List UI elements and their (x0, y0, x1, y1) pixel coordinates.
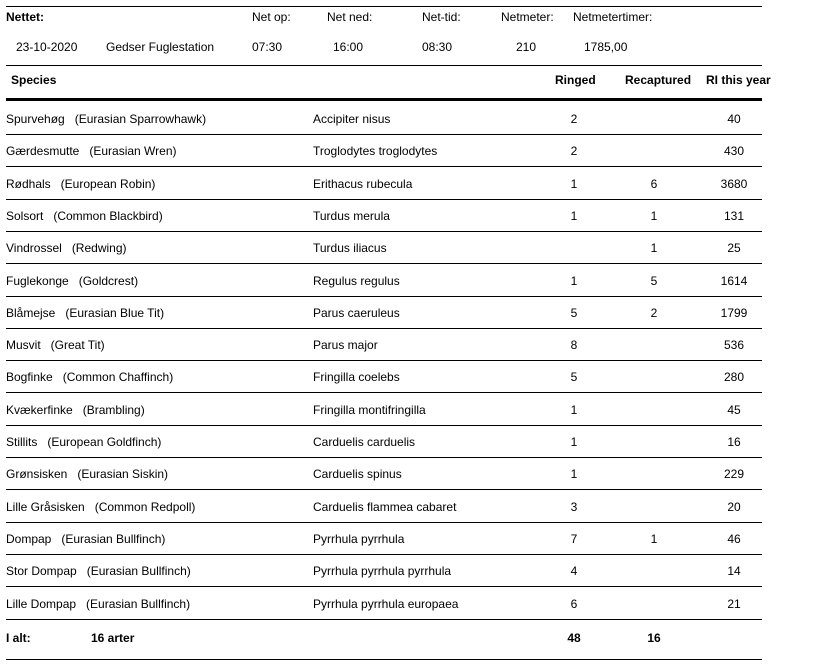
species-name: Musvit (Great Tit) (6, 338, 105, 353)
species-name: Gærdesmutte (Eurasian Wren) (6, 144, 177, 159)
col-header-recaptured: Recaptured (625, 73, 692, 87)
net-tid-value: 08:30 (422, 40, 453, 54)
recaptured-count: 5 (650, 273, 658, 288)
ringed-count: 5 (570, 370, 578, 385)
ri-this-year-count: 21 (727, 596, 741, 611)
bottom-rule (6, 659, 762, 660)
netmeter-label: Netmeter: (501, 10, 554, 24)
column-header-rule (6, 98, 762, 101)
ri-this-year-count: 3680 (720, 176, 748, 191)
table-row (0, 264, 823, 297)
latin-name: Parus caeruleus (313, 305, 400, 320)
header-divider (6, 65, 762, 66)
latin-name: Turdus iliacus (313, 241, 387, 256)
ri-this-year-count: 1799 (720, 305, 748, 320)
table-row (0, 425, 823, 458)
netmetertimer-label: Netmetertimer: (573, 10, 653, 24)
table-row (0, 199, 823, 232)
ri-this-year-count: 229 (723, 467, 745, 482)
ringed-count: 4 (570, 564, 578, 579)
recaptured-count: 1 (650, 531, 658, 546)
ringed-count: 1 (570, 435, 578, 449)
latin-name: Accipiter nisus (313, 112, 391, 126)
table-row (0, 102, 823, 135)
ringed-count: 1 (570, 273, 578, 288)
ri-this-year-count: 40 (727, 112, 741, 126)
table-row (0, 296, 823, 329)
table-row (0, 328, 823, 361)
ri-this-year-count: 20 (727, 499, 741, 514)
totals-label: I alt: (6, 631, 31, 645)
ringed-count: 1 (570, 208, 578, 223)
ri-this-year-count: 280 (723, 370, 745, 385)
table-row (0, 360, 823, 393)
net-ned-label: Net ned: (327, 10, 373, 24)
netmeter-value: 210 (516, 40, 537, 54)
latin-name: Turdus merula (313, 208, 390, 223)
ri-this-year-count: 1614 (720, 273, 748, 288)
species-name: Lille Gråsisken (Common Redpoll) (6, 499, 196, 514)
table-row (0, 554, 823, 587)
station-value: Gedser Fuglestation (106, 40, 215, 54)
row-divider (6, 619, 762, 620)
ri-this-year-count: 46 (727, 531, 741, 546)
ringed-count: 6 (570, 596, 578, 611)
recaptured-count: 1 (650, 241, 658, 256)
ringed-count: 1 (570, 402, 578, 417)
ri-this-year-count: 430 (723, 144, 745, 159)
col-header-ringed: Ringed (555, 73, 596, 87)
net-ned-value: 16:00 (333, 40, 364, 54)
latin-name: Pyrrhula pyrrhula europaea (313, 596, 459, 611)
species-name: Kvækerfinke (Brambling) (6, 402, 145, 417)
latin-name: Fringilla coelebs (313, 370, 400, 385)
latin-name: Parus major (313, 338, 378, 353)
latin-name: Carduelis carduelis (313, 435, 416, 449)
recaptured-count: 6 (650, 176, 658, 191)
species-name: Lille Dompap (Eurasian Bullfinch) (6, 596, 191, 611)
species-name: Rødhals (European Robin) (6, 176, 156, 191)
netmetertimer-value: 1785,00 (584, 40, 628, 54)
latin-name: Troglodytes troglodytes (313, 144, 438, 159)
table-row (0, 231, 823, 264)
ringed-count: 5 (570, 305, 578, 320)
latin-name: Regulus regulus (313, 273, 400, 288)
ringed-count: 2 (570, 112, 578, 126)
table-row (0, 522, 823, 555)
ri-this-year-count: 14 (727, 564, 741, 579)
species-name: Dompap (Eurasian Bullfinch) (6, 531, 166, 546)
ringed-count: 2 (570, 144, 578, 159)
table-row (0, 587, 823, 620)
ringed-count: 3 (570, 499, 578, 514)
col-header-ri-this-year: RI this year (706, 73, 771, 87)
table-row (0, 167, 823, 200)
ri-this-year-count: 16 (727, 435, 741, 449)
latin-name: Pyrrhula pyrrhula (313, 531, 405, 546)
latin-name: Fringilla montifringilla (313, 402, 426, 417)
ringed-count: 1 (570, 467, 578, 482)
ri-this-year-count: 45 (727, 402, 741, 417)
species-name: Vindrossel (Redwing) (6, 241, 127, 256)
table-row (0, 393, 823, 426)
species-name: Spurvehøg (Eurasian Sparrowhawk) (6, 112, 207, 126)
latin-name: Erithacus rubecula (313, 176, 413, 191)
nettet-label: Nettet: (6, 10, 44, 24)
date-value: 23-10-2020 (16, 40, 78, 54)
species-name: Solsort (Common Blackbird) (6, 208, 163, 223)
table-row (0, 134, 823, 167)
species-name: Blåmejse (Eurasian Blue Tit) (6, 305, 165, 320)
recaptured-count: 1 (650, 208, 658, 223)
species-name: Stillits (European Goldfinch) (6, 435, 162, 449)
totals-species-count: 16 arter (91, 631, 135, 645)
net-op-label: Net op: (252, 10, 291, 24)
species-name: Stor Dompap (Eurasian Bullfinch) (6, 564, 191, 579)
ringed-count: 8 (570, 338, 578, 353)
species-name: Bogfinke (Common Chaffinch) (6, 370, 174, 385)
top-rule (6, 6, 762, 7)
totals-ringed: 48 (567, 631, 581, 645)
species-name: Grønsisken (Eurasian Siskin) (6, 467, 169, 482)
ri-this-year-count: 131 (723, 208, 745, 223)
latin-name: Carduelis spinus (313, 467, 402, 482)
net-op-value: 07:30 (252, 40, 283, 54)
col-header-species: Species (11, 73, 57, 87)
ringed-count: 7 (570, 531, 578, 546)
totals-recaptured: 16 (647, 631, 661, 645)
ringed-count: 1 (570, 176, 578, 191)
net-tid-label: Net-tid: (422, 10, 461, 24)
ri-this-year-count: 536 (723, 338, 745, 353)
ri-this-year-count: 25 (727, 241, 741, 256)
latin-name: Pyrrhula pyrrhula pyrrhula (313, 564, 452, 579)
latin-name: Carduelis flammea cabaret (313, 499, 457, 514)
recaptured-count: 2 (650, 305, 658, 320)
species-name: Fuglekonge (Goldcrest) (6, 273, 139, 288)
table-row (0, 490, 823, 523)
table-row (0, 457, 823, 490)
